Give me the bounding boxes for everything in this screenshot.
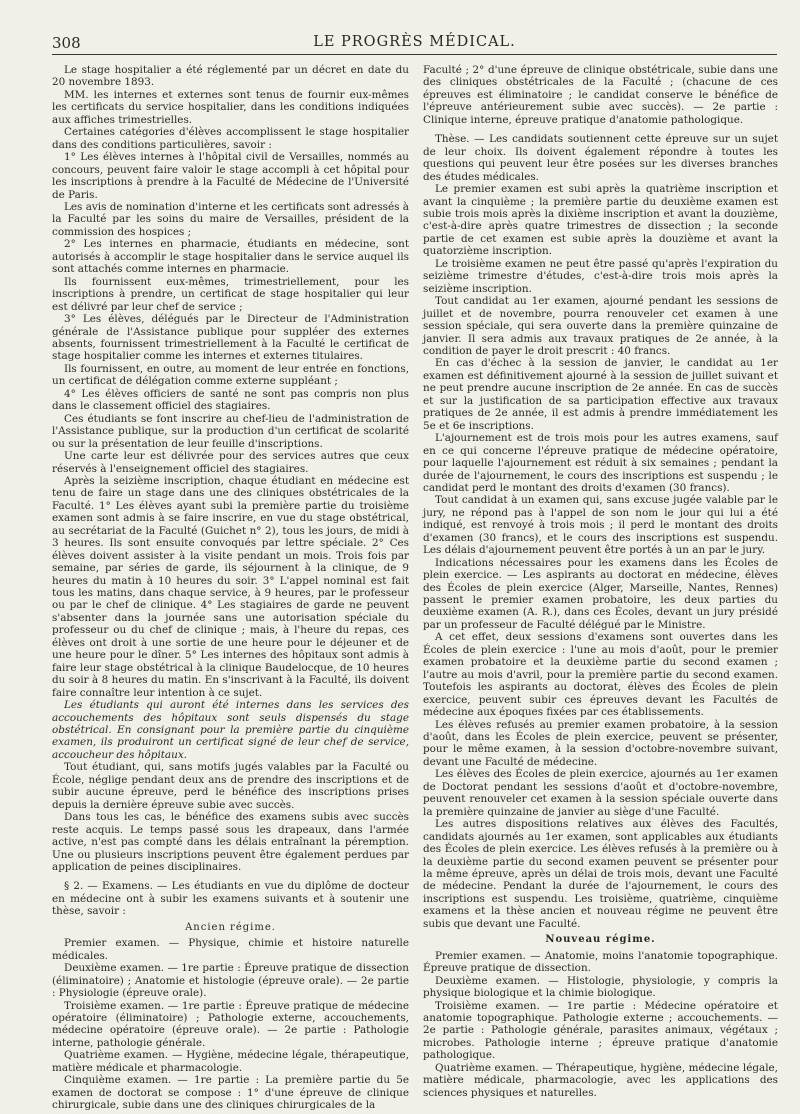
paragraph: Les élèves refusés au premier examen probatoire, à la session d'août, dans les Écoles de plein exercice, peuvent se présenter, pour le même examen, à la session d'octobre-novembre suivant, devant une Faculté de médecine. xyxy=(423,718,778,768)
section-heading: Nouveau régime. xyxy=(545,934,656,946)
paragraph: Le premier examen est subi après la quatrième inscription et avant la cinquième ; la première partie du deuxième examen est subie trois mois après la dixième inscription et avant la douzième, c'est-à-dire après quatre trimestres de dissection ; la seconde partie de cet examen est subie après la douzième et avant la quatorzième inscription. xyxy=(423,183,778,258)
section-heading: Ancien régime. xyxy=(185,921,276,933)
paragraph: Deuxième examen. — 1re partie : Épreuve pratique de dissection (éliminatoire) ; Anatomie et histologie (épreuve orale). — 2e partie : Physiologie (épreuve orale). xyxy=(52,962,409,1000)
paragraph: Faculté ; 2° d'une épreuve de clinique obstétricale, subie dans une des cliniques obstétricales de la Faculté ; (chacune de ces épreuves est éliminatoire ; le candidat conserve le bénéfice de l'épreuve antérieurement subie avec succès). — 2e partie : Clinique interne, épreuve pratique d'anatomie pathologique. xyxy=(423,64,778,126)
paragraph: Le troisième examen ne peut être passé qu'après l'expiration du seizième trimestre d'études, c'est-à-dire trois mois après la seizième inscription. xyxy=(423,257,778,295)
paragraph: Quatrième examen. — Hygiène, médecine légale, thérapeutique, matière médicale et pharmacologie. xyxy=(52,1049,409,1074)
paragraph: Les avis de nomination d'interne et les certificats sont adressés à la Faculté par les soins du maire de Versailles, président de la commission des hospices ; xyxy=(52,200,409,238)
paragraph: Deuxième examen. — Histologie, physiologie, y compris la physique biologique et la chimie biologique. xyxy=(423,974,778,1000)
paragraph: Après la seizième inscription, chaque étudiant en médecine est tenu de faire un stage dans une des cliniques obstétricales de la Faculté. 1° Les élèves ayant subi la première partie du troisième examen sont admis à se faire inscrire, en vue du stage obstétrical, au secrétariat de la Faculté (Guichet n° 2), tous les jours, de midi à 3 heures. Ils sont ensuite convoqués par lettre spéciale. 2° Ces élèves doivent assister à la visite pendant un mois. Trois fois par semaine, par séries de garde, ils séjournent à la clinique, de 9 heures du matin à 10 heures du soir. 3° L'appel nominal est fait tous les matins, dans chaque service, à 9 heures, par le professeur ou par le chef de clinique. 4° Les stagiaires de garde ne peuvent s'absenter dans la journée sans une autorisation spéciale du professeur ou du chef de clinique ; mais, à l'heure du repas, ces élèves ont droit à une sortie de une heure pour le déjeuner et de une heure pour le dîner. 5° Les internes des hôpitaux sont admis à faire leur stage obstétrical à la clinique Baudelocque, de 10 heures du soir à 8 heures du matin. En s'inscrivant à la Faculté, ils doivent faire connaître leur intention à ce sujet. xyxy=(52,474,409,699)
paragraph: Tout candidat à un examen qui, sans excuse jugée valable par le jury, ne répond pas à l'appel de son nom le jour qui lui a été indiqué, est renvoyé à trois mois ; il perd le montant des droits d'examen (30 francs), et le cours des inscriptions est suspendu. Les délais d'ajournement peuvent être portés à un an par le jury. xyxy=(423,494,778,557)
paragraph: Tout candidat au 1er examen, ajourné pendant les sessions de juillet et de novembre, pourra renouveler cet examen à une session spéciale, qui sera ouverte dans la première quinzaine de janvier. Il sera admis aux travaux pratiques de 2e année, à la condition de payer le droit prescrit : 40 francs. xyxy=(423,295,778,357)
running-title: LE PROGRÈS MÉDICAL. xyxy=(313,34,516,50)
paragraph: Cinquième examen. — 1re partie : La première partie du 5e examen de doctorat se compose : 1° d'une épreuve de clinique chirurgicale, subie dans une des cliniques chirurgicales de la xyxy=(52,1074,409,1112)
paragraph: Ils fournissent, en outre, au moment de leur entrée en fonctions, un certificat de délégation comme externe suppléant ; xyxy=(52,362,409,388)
paragraph: Le stage hospitalier a été réglementé par un décret en date du 20 novembre 1893. xyxy=(52,64,409,89)
paragraph: Thèse. — Les candidats soutiennent cette épreuve sur un sujet de leur choix. Ils doivent également répondre à toutes les questions qui peuvent leur être posées sur les diverses branches des études médicales. xyxy=(423,133,778,183)
paragraph: Une carte leur est délivrée pour des services autres que ceux réservés à l'enseignement officiel des stagiaires. xyxy=(52,450,409,475)
left-column xyxy=(52,64,409,1112)
paragraph: Tout étudiant, qui, sans motifs jugés valables par la Faculté ou École, néglige pendant deux ans de prendre des inscriptions et de subir aucune épreuve, perd le bénéfice des inscriptions prises depuis la dernière épreuve subie avec succès. xyxy=(52,761,409,811)
paragraph: A cet effet, deux sessions d'examens sont ouvertes dans les Écoles de plein exercice : l'une au mois d'août, pour le premier examen probatoire et la deuxième partie du second examen ; l'autre au mois d'avril, pour la première partie du second examen. Toutefois les aspirants au doctorat, élèves des Écoles de plein exercice, peuvent subir ces épreuves devant les Facultés de médecine aux époques fixées par ces établissements. xyxy=(423,631,778,719)
paragraph: MM. les internes et externes sont tenus de fournir eux-mêmes les certificats du service hospitalier, dans les conditions indiquées aux affiches trimestrielles. xyxy=(52,88,409,126)
paragraph: Ces étudiants se font inscrire au chef-lieu de l'administration de l'Assistance publique, sur la production d'un certificat de scolarité ou sur la présentation de leur feuille d'inscriptions. xyxy=(52,412,409,450)
paragraph: Les étudiants qui auront été internes dans les services des accouchements des hôpitaux sont seuls dispensés du stage obstétrical. En consignant pour la première partie du cinquième examen, ils produiront un certificat signé de leur chef de service, accoucheur des hôpitaux. xyxy=(52,699,409,761)
paragraph: Ils fournissent eux-mêmes, trimestriellement, pour les inscriptions à prendre, un certificat de stage hospitalier qui leur est délivré par leur chef de service ; xyxy=(52,275,409,313)
paragraph: Indications nécessaires pour les examens dans les Écoles de plein exercice. — Les aspirants au doctorat en médecine, élèves des Écoles de plein exercice (Alger, Marseille, Nantes, Rennes) passent le premier examen probatoire, les deux parties du deuxième examen (A. R.), dans ces Écoles, devant un jury présidé par un professeur de Faculté délégué par le Ministre. xyxy=(423,556,778,631)
paragraph: Dans tous les cas, le bénéfice des examens subis avec succès reste acquis. Le temps passé sous les drapeaux, dans l'armée active, n'est pas compté dans les délais entraînant la péremption. Une ou plusieurs inscriptions peuvent être également perdues par application de peines disciplinaires. xyxy=(52,811,409,873)
paragraph: Certaines catégories d'élèves accomplissent le stage hospitalier dans des conditions particulières, savoir : xyxy=(52,126,409,151)
paragraph: Premier examen. — Physique, chimie et histoire naturelle médicales. xyxy=(52,937,409,962)
page-number: 308 xyxy=(52,34,81,52)
paragraph: Les autres dispositions relatives aux élèves des Facultés, candidats ajournés au 1er examen, sont applicables aux étudiants des Écoles de plein exercice. Les élèves refusés à la première ou à la deuxième partie du second examen peuvent se présenter pour la même épreuve, après un délai de trois mois, devant une Faculté de médecine. Pendant la durée de l'ajournement, le cours des inscriptions est suspendu. Les troisième, quatrième, cinquième examens et la thèse ancien et nouveau régime ne peuvent être subis que devant une Faculté. xyxy=(423,818,778,930)
paragraph: 4° Les élèves officiers de santé ne sont pas compris non plus dans le classement officiel des stagiaires. xyxy=(52,387,409,413)
paragraph: L'ajournement est de trois mois pour les autres examens, sauf en ce qui concerne l'épreuve pratique de médecine opératoire, pour laquelle l'ajournement est réduit à six semaines ; pendant la durée de l'ajournement, le cours des inscriptions est suspendu ; le candidat perd le montant des droits d'examen (30 francs). xyxy=(423,432,778,494)
paragraph: Les élèves des Écoles de plein exercice, ajournés au 1er examen de Doctorat pendant les sessions d'août et d'octobre-novembre, peuvent renouveler cet examen à la session spéciale ouverte dans la première quinzaine de janvier au siège d'une Faculté. xyxy=(423,768,778,818)
paragraph: Premier examen. — Anatomie, moins l'anatomie topographique. Épreuve pratique de dissection. xyxy=(423,949,778,975)
paragraph: § 2. — Examens. — Les étudiants en vue du diplôme de docteur en médecine ont à subir les examens suivants et à soutenir une thèse, savoir : xyxy=(52,880,409,918)
paragraph: Troisième examen. — 1re partie : Médecine opératoire et anatomie topographique. Pathologie externe ; accouchements. — 2e partie : Pathologie générale, parasites animaux, végétaux ; microbes. Pathologie interne ; épreuve pratique d'anatomie pathologique. xyxy=(423,999,778,1062)
page-header xyxy=(52,32,777,55)
paragraph: 1° Les élèves internes à l'hôpital civil de Versailles, nommés au concours, peuvent faire valoir le stage accompli à cet hôpital pour les inscriptions à prendre à la Faculté de Médecine de l'Université de Paris. xyxy=(52,151,409,201)
paragraph: En cas d'échec à la session de janvier, le candidat au 1er examen est définitivement ajourné à la session de juillet suivant et ne peut prendre aucune inscription de 2e année. En cas de succès et sur la justification de sa participation effective aux travaux pratiques de 2e année, il est admis à prendre immédiatement les 5e et 6e inscriptions. xyxy=(423,357,778,432)
paragraph: 2° Les internes en pharmacie, étudiants en médecine, sont autorisés à accomplir le stage hospitalier dans le service auquel ils sont attachés comme internes en pharmacie. xyxy=(52,238,409,276)
paragraph: Troisième examen. — 1re partie : Épreuve pratique de médecine opératoire (éliminatoire) ; Pathologie externe, accouchements, médecine opératoire (épreuve orale). — 2e partie : Pathologie interne, pathologie générale. xyxy=(52,999,409,1049)
right-column xyxy=(423,64,778,1104)
paragraph: Quatrième examen. — Thérapeutique, hygiène, médecine légale, matière médicale, pharmacologie, avec les applications des sciences physiques et naturelles. xyxy=(423,1061,778,1099)
paragraph: 3° Les élèves, délégués par le Directeur de l'Administration générale de l'Assistance publique pour suppléer des externes absents, fournissent trimestriellement à la Faculté le certificat de stage hospitalier comme les internes et externes titulaires. xyxy=(52,313,409,363)
